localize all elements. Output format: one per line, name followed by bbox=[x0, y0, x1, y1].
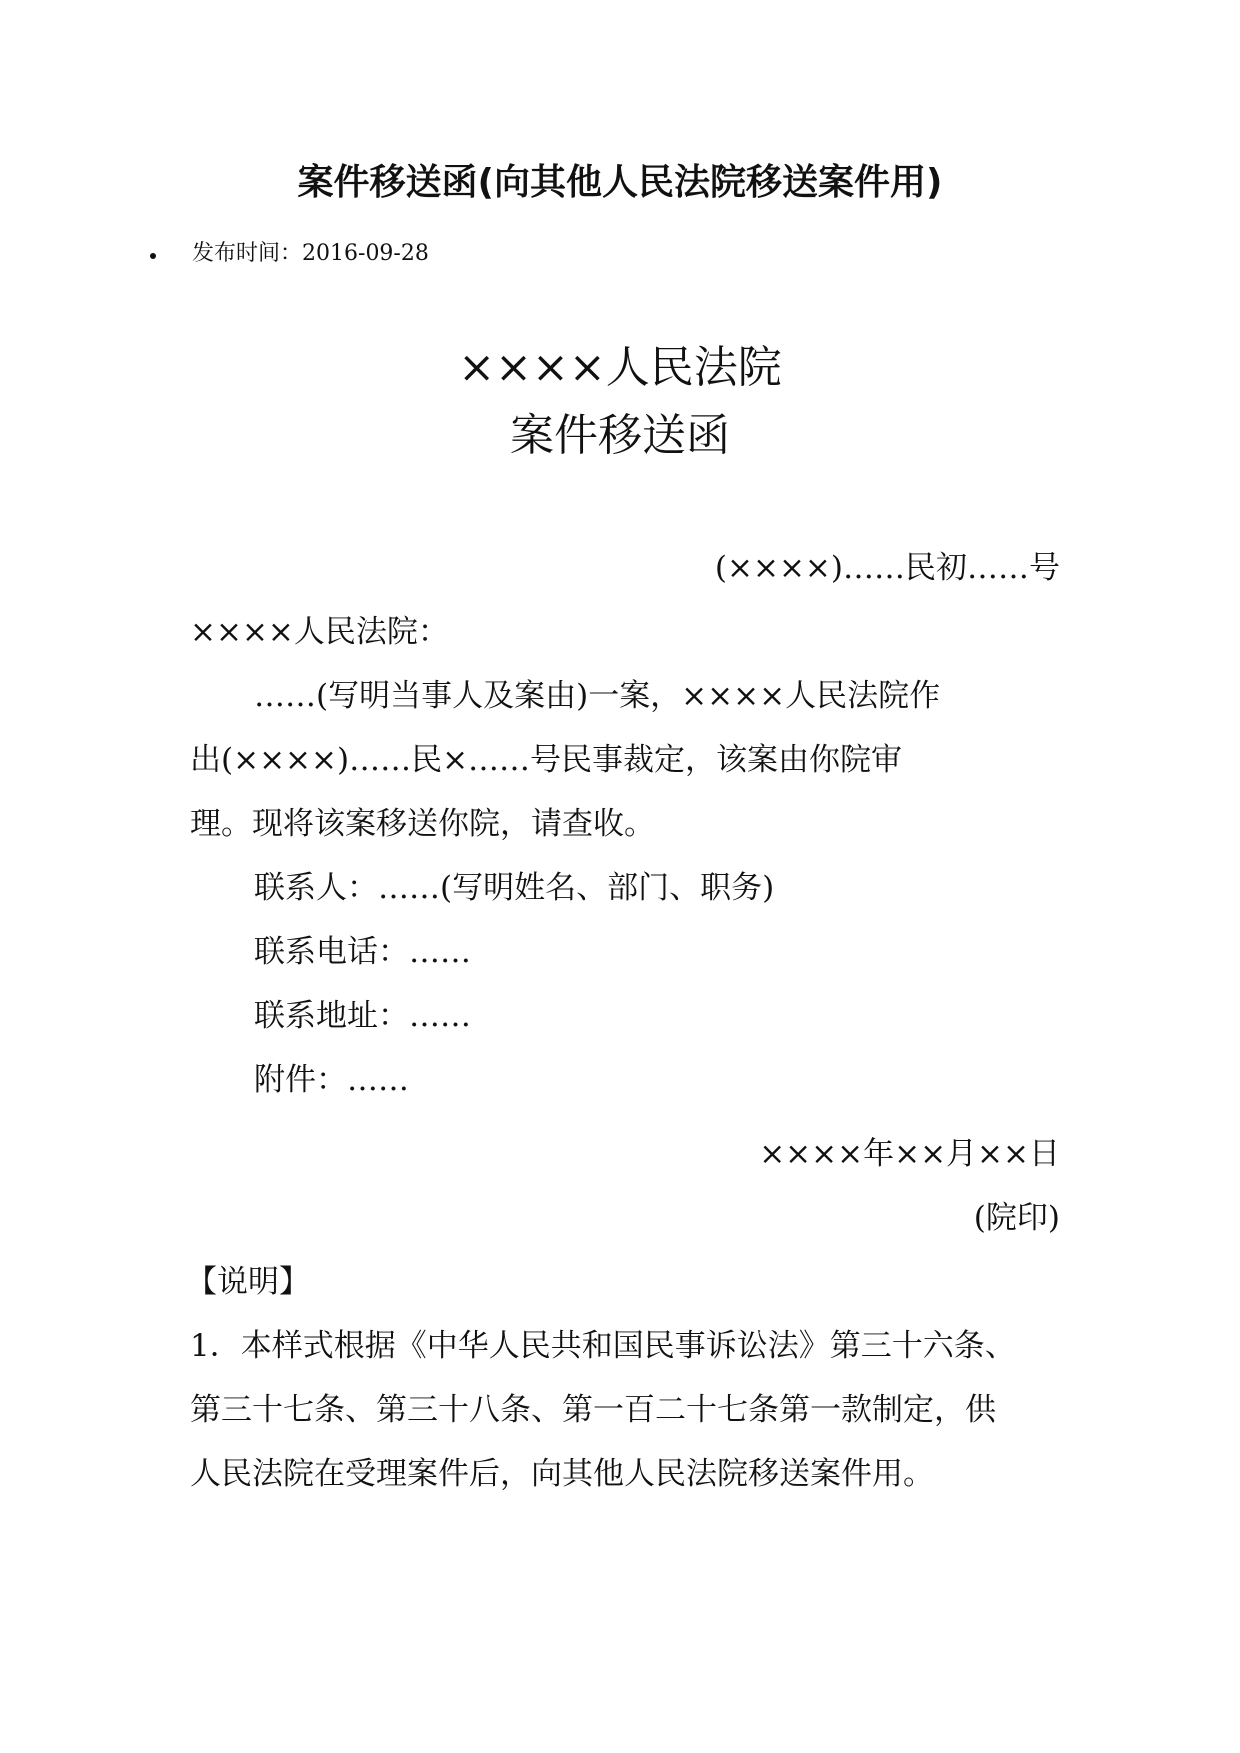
page-title: 案件移送函(向其他人民法院移送案件用) bbox=[297, 162, 943, 203]
court-name-heading: ××××人民法院 bbox=[458, 342, 782, 393]
publish-label: 发布时间： bbox=[192, 241, 303, 266]
note-line: 1．本样式根据《中华人民共和国民事诉讼法》第三十六条、 bbox=[190, 1328, 1016, 1364]
paragraph-line: ……(写明当事人及案由)一案，××××人民法院作 bbox=[254, 678, 941, 714]
contact-phone: 联系电话：…… bbox=[254, 934, 471, 970]
contact-person: 联系人：……(写明姓名、部门、职务) bbox=[254, 870, 775, 906]
seal-line: (院印) bbox=[973, 1200, 1060, 1236]
paragraph-line: 理。现将该案移送你院，请查收。 bbox=[190, 806, 655, 842]
addressee: ××××人民法院： bbox=[190, 614, 449, 650]
bullet-icon bbox=[150, 253, 156, 259]
letter-name-heading: 案件移送函 bbox=[510, 410, 730, 461]
body-paragraph bbox=[190, 664, 1060, 856]
contact-address: 联系地址：…… bbox=[254, 998, 471, 1034]
note-heading: 【说明】 bbox=[186, 1264, 310, 1300]
date-line: ××××年××月××日 bbox=[759, 1136, 1060, 1172]
paragraph-line: 出(××××)……民×……号民事裁定，该案由你院审 bbox=[190, 742, 903, 778]
publish-date: 2016-09-28 bbox=[302, 241, 429, 266]
case-number: (××××)……民初……号 bbox=[714, 550, 1060, 586]
attachment: 附件：…… bbox=[254, 1062, 409, 1098]
note-line: 第三十七条、第三十八条、第一百二十七条第一款制定，供 bbox=[190, 1392, 996, 1428]
note-text bbox=[190, 1314, 1060, 1506]
note-line: 人民法院在受理案件后，向其他人民法院移送案件用。 bbox=[190, 1456, 934, 1492]
publish-info bbox=[150, 238, 429, 270]
